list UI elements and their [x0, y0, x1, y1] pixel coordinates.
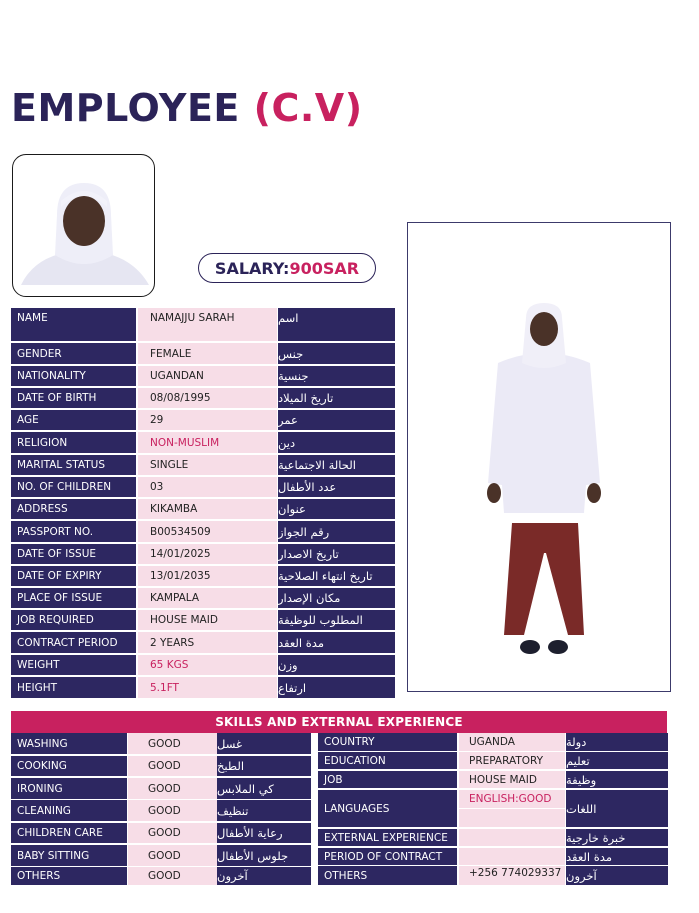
- skill-value: GOOD: [128, 800, 217, 821]
- skill-label: OTHERS: [11, 867, 127, 885]
- table-row: [11, 388, 395, 408]
- table-row: [318, 848, 668, 865]
- skill-label: WASHING: [11, 733, 127, 754]
- row-arabic: تاريخ الاصدار: [278, 544, 395, 564]
- table-row: [318, 771, 668, 788]
- row-arabic: عدد الأطفال: [278, 477, 395, 497]
- row-value: KAMPALA: [138, 588, 277, 608]
- experience-arabic: آخرون: [566, 866, 668, 885]
- table-row: [318, 733, 668, 751]
- full-body-photo: [407, 222, 671, 692]
- skill-value: GOOD: [128, 778, 217, 799]
- personal-details-table: [11, 308, 395, 698]
- skill-label: CHILDREN CARE: [11, 823, 127, 843]
- table-row: [11, 308, 395, 341]
- experience-table: [318, 733, 667, 885]
- row-arabic: مكان الإصدار: [278, 588, 395, 608]
- table-row: [11, 655, 395, 675]
- row-label: ADDRESS: [11, 499, 136, 519]
- experience-label: OTHERS: [318, 866, 457, 885]
- row-label: PLACE OF ISSUE: [11, 588, 136, 608]
- skill-arabic: كي الملابس: [217, 778, 311, 799]
- row-label: NO. OF CHILDREN: [11, 477, 136, 497]
- row-label: HEIGHT: [11, 677, 136, 698]
- table-row: [11, 343, 395, 364]
- experience-arabic: وظيفة: [566, 771, 668, 788]
- row-arabic: ارتفاع: [278, 677, 395, 698]
- skill-arabic: آخرون: [217, 867, 311, 885]
- experience-label: PERIOD OF CONTRACT: [318, 848, 457, 865]
- table-row: [11, 823, 311, 843]
- row-label: WEIGHT: [11, 655, 136, 675]
- skill-arabic: رعاية الأطفال: [217, 823, 311, 843]
- experience-arabic: تعليم: [566, 752, 668, 769]
- row-label: PASSPORT NO.: [11, 521, 136, 542]
- row-label: CONTRACT PERIOD: [11, 632, 136, 653]
- table-row: [11, 632, 395, 653]
- page-title: [11, 86, 363, 130]
- row-arabic: تاريخ انتهاء الصلاحية: [278, 566, 395, 586]
- row-value: 5.1FT: [138, 677, 277, 698]
- row-label: AGE: [11, 410, 136, 430]
- table-row: [11, 544, 395, 564]
- skill-value: GOOD: [128, 756, 217, 776]
- row-label: NATIONALITY: [11, 366, 136, 386]
- row-label: NAME: [11, 308, 136, 341]
- row-value: 2 YEARS: [138, 632, 277, 653]
- row-value: 29: [138, 410, 277, 430]
- salary-value: 900SAR: [289, 258, 360, 278]
- row-value: UGANDAN: [138, 366, 277, 386]
- table-row: [11, 432, 395, 453]
- experience-arabic: اللغات: [566, 790, 668, 827]
- skills-section-header: SKILLS AND EXTERNAL EXPERIENCE: [11, 711, 667, 733]
- table-row: [11, 733, 311, 754]
- skill-value: GOOD: [128, 823, 217, 843]
- row-label: JOB REQUIRED: [11, 610, 136, 630]
- experience-arabic: مدة العقد: [566, 848, 668, 865]
- full-body-image-icon: [408, 223, 671, 692]
- experience-value: ENGLISH:GOOD: [459, 790, 565, 827]
- row-arabic: مدة العقد: [278, 632, 395, 653]
- experience-value: HOUSE MAID: [459, 771, 565, 788]
- skill-label: CLEANING: [11, 800, 127, 821]
- row-arabic: دين: [278, 432, 395, 453]
- table-row: [11, 477, 395, 497]
- experience-label: JOB: [318, 771, 457, 788]
- table-row: [11, 499, 395, 519]
- row-label: GENDER: [11, 343, 136, 364]
- table-row: [318, 790, 668, 827]
- row-arabic: رقم الجواز: [278, 521, 395, 542]
- title-main: EMPLOYEE: [11, 86, 254, 130]
- table-row: [11, 756, 311, 776]
- table-row: [11, 610, 395, 630]
- row-value: 03: [138, 477, 277, 497]
- row-value: 14/01/2025: [138, 544, 277, 564]
- table-row: [11, 778, 311, 799]
- row-arabic: الحالة الاجتماعية: [278, 455, 395, 475]
- table-row: [11, 566, 395, 586]
- row-arabic: عنوان: [278, 499, 395, 519]
- table-row: [318, 866, 668, 885]
- table-row: [11, 800, 311, 821]
- experience-value: [459, 848, 565, 865]
- row-value: HOUSE MAID: [138, 610, 277, 630]
- skill-label: COOKING: [11, 756, 127, 776]
- table-row: [318, 829, 668, 846]
- experience-value: [459, 829, 565, 846]
- table-row: [11, 366, 395, 386]
- skill-label: BABY SITTING: [11, 845, 127, 866]
- row-value: B00534509: [138, 521, 277, 542]
- salary-label: SALARY:: [214, 258, 290, 278]
- row-label: DATE OF BIRTH: [11, 388, 136, 408]
- row-label: RELIGION: [11, 432, 136, 453]
- row-value: KIKAMBA: [138, 499, 277, 519]
- skill-label: IRONING: [11, 778, 127, 799]
- portrait-photo: [12, 154, 155, 297]
- row-arabic: وزن: [278, 655, 395, 675]
- row-label: DATE OF EXPIRY: [11, 566, 136, 586]
- row-value: 13/01/2035: [138, 566, 277, 586]
- skill-arabic: جلوس الأطفال: [217, 845, 311, 866]
- salary-badge: [198, 253, 376, 283]
- experience-value: UGANDA: [459, 733, 565, 751]
- row-arabic: تاريخ الميلاد: [278, 388, 395, 408]
- table-row: [11, 677, 395, 698]
- skill-arabic: الطبخ: [217, 756, 311, 776]
- table-row: [11, 845, 311, 866]
- skills-table: [11, 733, 311, 886]
- title-accent: (C.V): [253, 86, 363, 130]
- table-row: [11, 410, 395, 430]
- row-arabic: المطلوب للوظيفة: [278, 610, 395, 630]
- skill-value: GOOD: [128, 867, 217, 885]
- table-row: [11, 588, 395, 608]
- experience-value: PREPARATORY: [459, 752, 565, 769]
- table-row: [318, 752, 668, 769]
- portrait-image-icon: [13, 155, 155, 297]
- row-label: MARITAL STATUS: [11, 455, 136, 475]
- experience-label: LANGUAGES: [318, 790, 457, 827]
- row-value: 65 KGS: [138, 655, 277, 675]
- experience-arabic: خبرة خارجية: [566, 829, 668, 846]
- row-arabic: جنسية: [278, 366, 395, 386]
- skill-value: GOOD: [128, 733, 217, 754]
- row-value: FEMALE: [138, 343, 277, 364]
- row-value: NAMAJJU SARAH: [138, 308, 277, 341]
- table-row: [11, 521, 395, 542]
- experience-label: EDUCATION: [318, 752, 457, 769]
- row-arabic: اسم: [278, 308, 395, 341]
- row-arabic: عمر: [278, 410, 395, 430]
- skill-value: GOOD: [128, 845, 217, 866]
- skill-arabic: تنظيف: [217, 800, 311, 821]
- experience-label: COUNTRY: [318, 733, 457, 751]
- row-value: NON-MUSLIM: [138, 432, 277, 453]
- row-value: 08/08/1995: [138, 388, 277, 408]
- row-label: DATE OF ISSUE: [11, 544, 136, 564]
- table-row: [11, 867, 311, 885]
- row-arabic: جنس: [278, 343, 395, 364]
- table-row: [11, 455, 395, 475]
- experience-arabic: دولة: [566, 733, 668, 751]
- experience-value: +256 774029337: [459, 866, 565, 885]
- skill-arabic: غسل: [217, 733, 311, 754]
- row-value: SINGLE: [138, 455, 277, 475]
- experience-label: EXTERNAL EXPERIENCE: [318, 829, 457, 846]
